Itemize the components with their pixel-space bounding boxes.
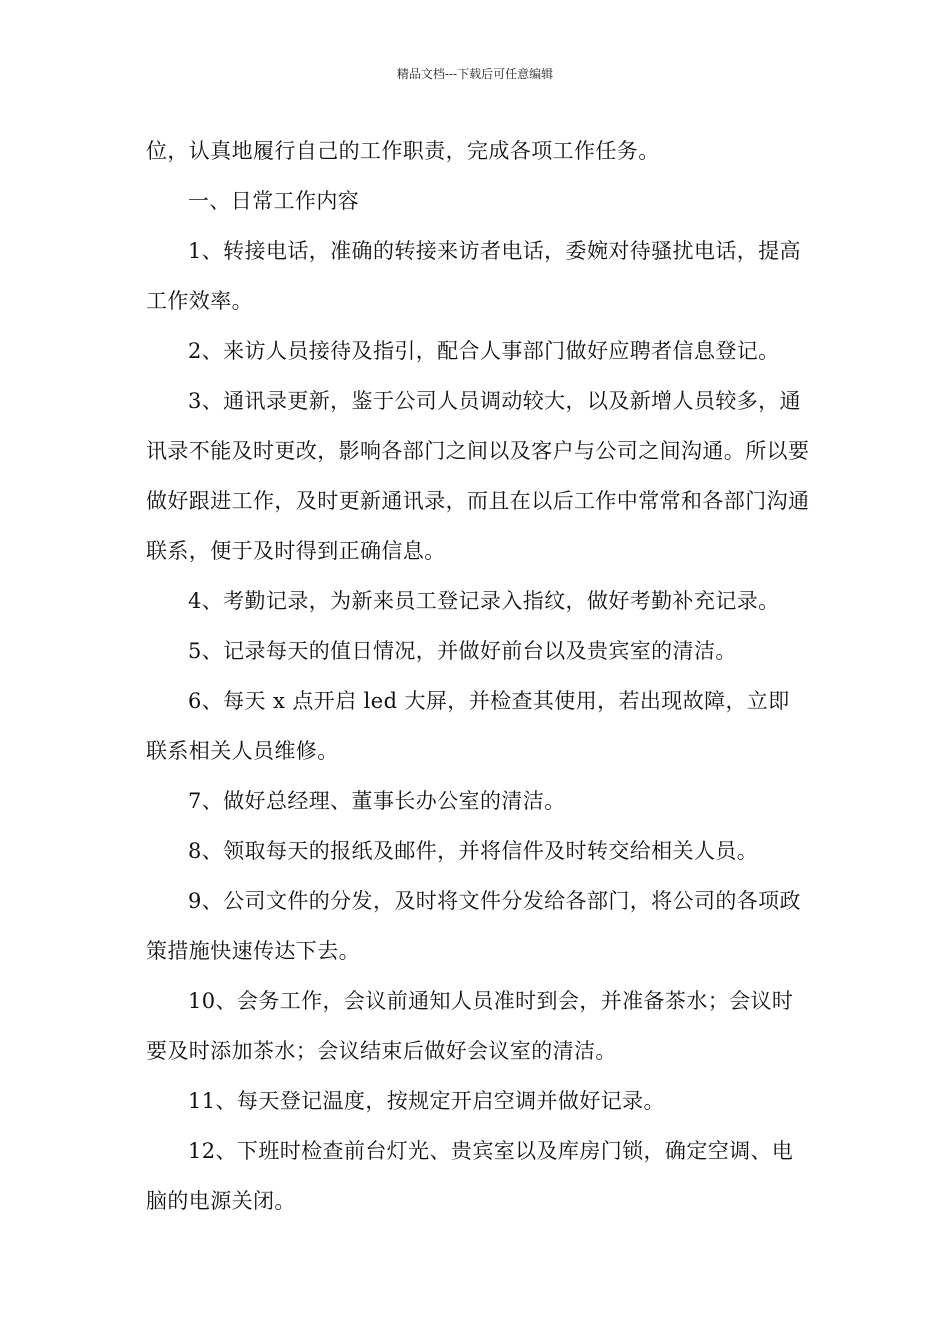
list-item: 2、来访人员接待及指引，配合人事部门做好应聘者信息登记。 — [188, 339, 780, 363]
page-header: 精品文档---下载后可任意编辑 — [396, 67, 554, 81]
list-item: 3、通讯录更新，鉴于公司人员调动较大，以及新增人员较多，通讯录不能及时更改，影响各部门之间以及客户与公司之间沟通。所以要做好跟进工作，及时更新通讯录，而且在以后工作中常常和各部门沟通联系，便于及时得到正确信息。 — [146, 389, 810, 563]
list-item: 12、下班时检查前台灯光、贵宾室以及库房门锁，确定空调、电脑的电源关闭。 — [146, 1139, 794, 1213]
section-heading: 一、日常工作内容 — [188, 189, 360, 213]
document-body — [146, 126, 810, 1226]
list-item: 4、考勤记录，为新来员工登记录入指纹，做好考勤补充记录。 — [188, 589, 780, 613]
list-item: 8、领取每天的报纸及邮件，并将信件及时转交给相关人员。 — [188, 839, 759, 863]
list-item: 6、每天 x 点开启 led 大屏，并检查其使用，若出现故障，立即联系相关人员维修。 — [146, 689, 790, 763]
list-item: 5、记录每天的值日情况，并做好前台以及贵宾室的清洁。 — [188, 639, 737, 663]
list-item: 10、会务工作，会议前通知人员准时到会，并准备茶水；会议时要及时添加茶水；会议结束后做好会议室的清洁。 — [146, 989, 794, 1063]
list-item: 11、每天登记温度，按规定开启空调并做好记录。 — [188, 1089, 665, 1113]
list-item: 9、公司文件的分发，及时将文件分发给各部门，将公司的各项政策措施快速传达下去。 — [146, 889, 801, 963]
list-item: 7、做好总经理、董事长办公室的清洁。 — [188, 789, 566, 813]
paragraph-continuation: 位，认真地履行自己的工作职责，完成各项工作任务。 — [146, 139, 660, 163]
list-item: 1、转接电话，准确的转接来访者电话，委婉对待骚扰电话，提高工作效率。 — [146, 239, 801, 313]
